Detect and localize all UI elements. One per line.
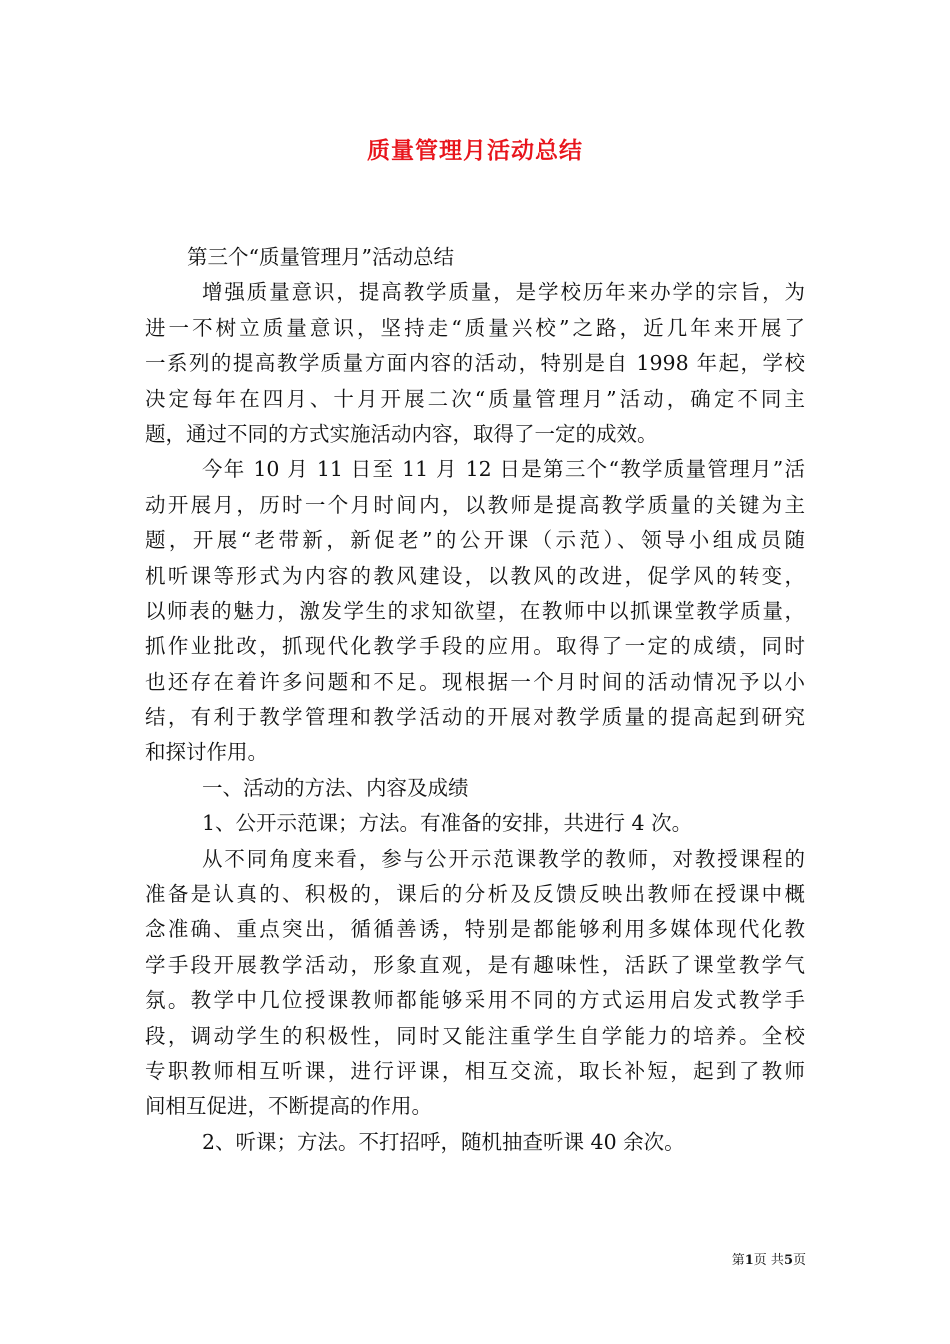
text-line: 增强质量意识，提高教学质量，是学校历年来办学的宗旨，为 bbox=[202, 280, 805, 305]
text-line: 间相互促进，不断提高的作用。 bbox=[145, 1094, 432, 1119]
text-line: 今年 10 月 11 日至 11 月 12 日是第三个“教学质量管理月”活 bbox=[202, 457, 805, 482]
text-line: 专职教师相互听课，进行评课，相互交流，取长补短，起到了教师 bbox=[145, 1058, 805, 1083]
text-line: 从不同角度来看，参与公开示范课教学的教师，对教授课程的 bbox=[202, 846, 805, 871]
text-line: 2、听课；方法。不打招呼，随机抽查听课 40 余次。 bbox=[202, 1129, 685, 1154]
text-line: 和探讨作用。 bbox=[145, 740, 268, 765]
text-line: 一系列的提高教学质量方面内容的活动，特别是自 1998 年起，学校 bbox=[145, 351, 805, 376]
document-title: 质量管理月活动总结 bbox=[367, 137, 583, 164]
page-footer bbox=[0, 1249, 806, 1268]
footer-total-pages: 5 bbox=[783, 1253, 793, 1268]
text-line: 以师表的魅力，激发学生的求知欲望，在教师中以抓课堂教学质量， bbox=[145, 598, 805, 623]
footer-suffix: 页 bbox=[792, 1253, 806, 1268]
text-line: 氛。教学中几位授课教师都能够采用不同的方式运用启发式教学手 bbox=[145, 988, 805, 1013]
text-line: 念准确、重点突出，循循善诱，特别是都能够利用多媒体现代化教 bbox=[145, 917, 805, 942]
text-line: 决定每年在四月、十月开展二次“质量管理月”活动，确定不同主 bbox=[145, 386, 805, 411]
text-line: 段，调动学生的积极性，同时又能注重学生自学能力的培养。全校 bbox=[145, 1023, 805, 1048]
text-line: 学手段开展教学活动，形象直观，是有趣味性，活跃了课堂教学气 bbox=[145, 952, 805, 977]
text-line: 题，通过不同的方式实施活动内容，取得了一定的成效。 bbox=[145, 421, 658, 446]
footer-prefix: 第 bbox=[731, 1253, 745, 1268]
text-line: 1、公开示范课；方法。有准备的安排，共进行 4 次。 bbox=[202, 811, 693, 836]
text-line: 也还存在着许多问题和不足。现根据一个月时间的活动情况予以小 bbox=[145, 669, 805, 694]
text-line: 结，有利于教学管理和教学活动的开展对教学质量的提高起到研究 bbox=[145, 705, 805, 730]
text-line: 抓作业批改，抓现代化教学手段的应用。取得了一定的成绩，同时 bbox=[145, 634, 805, 659]
text-line: 动开展月，历时一个月时间内，以教师是提高教学质量的关键为主 bbox=[145, 492, 805, 517]
text-line: 进一不树立质量意识，坚持走“质量兴校”之路，近几年来开展了 bbox=[145, 315, 805, 340]
text-line: 题，开展“老带新，新促老”的公开课（示范）、领导小组成员随 bbox=[145, 528, 805, 553]
text-line: 一、活动的方法、内容及成绩 bbox=[202, 775, 469, 800]
footer-current-page: 1 bbox=[744, 1253, 754, 1268]
footer-middle: 页 共 bbox=[753, 1253, 784, 1268]
text-line: 第三个“质量管理月”活动总结 bbox=[187, 245, 454, 269]
text-line: 准备是认真的、积极的，课后的分析及反馈反映出教师在授课中概 bbox=[145, 882, 805, 907]
text-line: 机听课等形式为内容的教风建设，以教风的改进，促学风的转变， bbox=[145, 563, 805, 588]
document-body bbox=[145, 240, 805, 1160]
